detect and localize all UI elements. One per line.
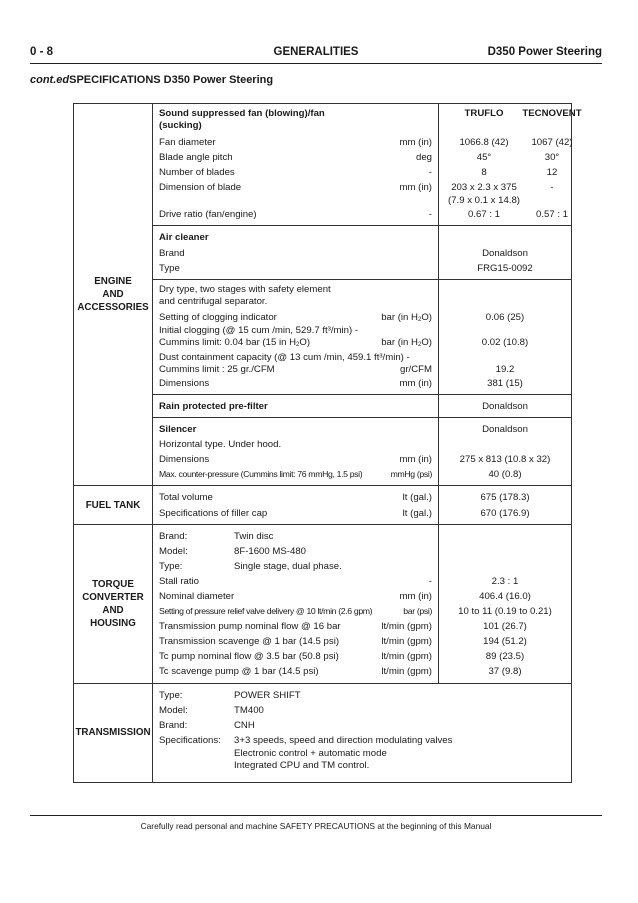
engine-label-1: ENGINE: [94, 276, 132, 288]
torque-row-6: [159, 649, 432, 664]
silencer-title: Silencer: [159, 424, 197, 436]
trans-info-1: [159, 688, 565, 703]
transmission-row: [74, 683, 572, 782]
unit-text: bar (in H: [381, 311, 418, 323]
value-truflo: 0.67 : 1: [467, 209, 500, 221]
initial-clog-2: [159, 337, 432, 349]
row-label: Max. counter-pressure (Cummins limit: 76 mmHg, 1.5 psi): [159, 469, 363, 480]
fan-title: Sound suppressed fan (blowing)/fan: [159, 108, 325, 119]
torque-info-1: [159, 529, 432, 544]
value-tecnovent: 30°: [544, 152, 560, 164]
col-tecnovent: TECNOVENT: [522, 108, 582, 119]
initial-clog-1: Initial clogging (@ 15 cum /min, 529.7 ft³/min) -: [159, 324, 359, 336]
spacer: [443, 437, 567, 452]
initial-text: Cummins limit: 0.04 bar (15 in H: [159, 336, 297, 348]
fan-val-2: [443, 150, 567, 165]
trans-info-3: [159, 718, 565, 733]
silencer-dim-value: 275 x 813 (10.8 x 32): [459, 454, 551, 466]
torque-row: [74, 524, 572, 683]
spec-extra: Electronic control + automatic mode: [234, 747, 387, 759]
value-truflo: 1066.8 (42): [459, 137, 509, 148]
row-label: Transmission scavenge @ 1 bar (14.5 psi): [159, 636, 340, 648]
info-key: Model:: [159, 545, 188, 557]
subtitle-prefix: cont.ed: [30, 74, 70, 86]
subtitle: [30, 74, 273, 86]
silencer-description: [153, 418, 439, 486]
row-unit: lt/min (gpm): [381, 651, 432, 663]
dust-1: Dust containment capacity (@ 13 cum /min, 459.1 ft³/min) -: [159, 351, 410, 363]
fan-row-4b: [159, 195, 432, 207]
rain-filter-title: Rain protected pre-filter: [159, 400, 268, 412]
clog-value: 0.06 (25): [485, 311, 525, 323]
torque-row-3: [159, 604, 432, 619]
spacer: [443, 352, 567, 364]
info-key: Specifications:: [159, 734, 221, 746]
spacer: [443, 325, 567, 337]
footer-rule: [30, 815, 602, 816]
silencer-desc: Horizontal type. Under hood.: [159, 439, 282, 451]
trans-spec-2: [159, 748, 565, 760]
dust-value: 19.2: [495, 363, 515, 375]
engine-label-3: ACCESSORIES: [77, 302, 149, 314]
row-label: Dimensions: [159, 377, 210, 389]
torque-row-5: [159, 634, 432, 649]
value-tecnovent: 12: [546, 167, 558, 179]
row-label: Tc scavenge pump @ 1 bar (14.5 psi): [159, 666, 319, 678]
row-label: Specifications of filler cap: [159, 507, 268, 519]
torque-info-3: [159, 559, 432, 574]
info-val: POWER SHIFT: [234, 689, 301, 701]
footer-note: Carefully read personal and machine SAFETY PRECAUTIONS at the beginning of this Manual: [140, 821, 492, 831]
row-unit: mm (in): [399, 182, 432, 194]
torque-value-3: 10 to 11 (0.19 to 0.21): [458, 606, 552, 618]
row-label: Dimension of blade: [159, 182, 242, 194]
info-key: Type:: [159, 689, 183, 701]
info-val: Single stage, dual phase.: [234, 560, 342, 572]
fan-val-3: [443, 165, 567, 180]
value-truflo-in: (7.9 x 0.1 x 14.8): [448, 195, 520, 207]
torque-label-1: TORQUE: [92, 578, 134, 590]
torque-value-5: 194 (51.2): [483, 636, 527, 648]
fuel-tank-label: FUEL TANK: [74, 486, 153, 524]
row-unit: -: [428, 575, 432, 587]
rain-filter-value: Donaldson: [482, 400, 528, 412]
fan-row-4: [159, 180, 432, 195]
trans-info-4: [159, 733, 565, 748]
row-unit: lt/min (gpm): [381, 666, 432, 678]
row-unit: lt (gal.): [402, 492, 432, 504]
row-unit: mmHg (psi): [390, 469, 432, 480]
fuel-tank-values: [439, 486, 572, 524]
row-unit: mm (in): [399, 137, 432, 148]
info-val: CNH: [234, 719, 255, 731]
torque-section-label: [74, 524, 153, 683]
info-key: Brand:: [159, 530, 188, 542]
header-rule: [30, 63, 602, 64]
fuel-value-1: 675 (178.3): [480, 492, 530, 504]
row-unit: [381, 337, 432, 351]
torque-label-4: HOUSING: [90, 617, 136, 629]
air-details-description: [153, 279, 439, 394]
torque-value-2: 406.4 (16.0): [479, 590, 531, 602]
fuel-row-1: [159, 490, 432, 505]
info-val: Twin disc: [234, 530, 274, 542]
row-label: Fan diameter: [159, 137, 216, 148]
silencer-back-value: 40 (0.8): [488, 469, 522, 481]
fuel-tank-description: [153, 486, 439, 524]
fan-values: [439, 104, 582, 226]
torque-values: [439, 524, 572, 683]
row-label: Total volume: [159, 492, 213, 504]
info-val: 8F-1600 MS-480: [234, 545, 306, 557]
row-unit: bar (psi): [403, 606, 432, 617]
air-details-values: [439, 279, 572, 394]
fuel-tank-row: [74, 486, 572, 524]
row-unit: mm (in): [399, 377, 432, 389]
air-cleaner-description: [153, 226, 439, 279]
fuel-row-2: [159, 506, 432, 521]
spacer: [443, 296, 567, 308]
silencer-back-row: [159, 467, 432, 482]
info-key: Type:: [159, 560, 183, 572]
fan-val-5: [443, 207, 567, 222]
unit-text: bar (in H: [381, 336, 418, 348]
info-val: TM400: [234, 704, 264, 716]
product-title: D350 Power Steering: [487, 46, 602, 58]
torque-info-2: [159, 544, 432, 559]
torque-value-6: 89 (23.5): [485, 651, 525, 663]
torque-row-1: [159, 574, 432, 589]
row-label: Drive ratio (fan/engine): [159, 209, 257, 221]
engine-label-2: AND: [102, 289, 124, 301]
fan-val-1: [443, 135, 573, 150]
rain-filter-description: [153, 394, 439, 417]
air-type-value: FRG15-0092: [477, 262, 533, 274]
row-unit: lt (gal.): [402, 507, 432, 519]
engine-section-label: [74, 104, 153, 486]
silencer-dim-row: [159, 452, 432, 467]
value-tecnovent: -: [550, 182, 554, 194]
clogging-row: [159, 310, 432, 325]
col-truflo: TRUFLO: [464, 108, 504, 119]
info-key: Brand:: [159, 719, 188, 731]
page-number: 0 - 8: [30, 46, 54, 58]
fan-row-3: [159, 165, 432, 180]
row-unit: mm (in): [399, 454, 432, 466]
air-desc-2: and centrifugal separator.: [159, 295, 268, 307]
fan-columns: [443, 108, 582, 120]
spacer: [443, 559, 567, 574]
row-unit: lt/min (gpm): [381, 636, 432, 648]
fan-val-4b: [443, 195, 567, 207]
fan-row: [74, 104, 572, 226]
row-label: Setting of pressure relief valve delivery @ 10 lt/min (2.6 gpm): [159, 606, 373, 617]
torque-label-3: AND: [102, 604, 124, 616]
spec-table: [73, 103, 582, 783]
spacer: [443, 284, 567, 296]
row-label: Nominal diameter: [159, 590, 235, 602]
row-label: Number of blades: [159, 167, 235, 179]
fan-row-2: [159, 150, 432, 165]
initial-value: 0.02 (10.8): [481, 336, 529, 348]
unit-sub: 2: [417, 316, 422, 323]
initial-sub: 2: [296, 341, 300, 348]
fuel-value-2: 670 (176.9): [480, 507, 530, 519]
row-label: Dimensions: [159, 454, 210, 466]
air-cleaner-values: [439, 226, 572, 279]
row-unit: deg: [415, 152, 432, 164]
transmission-label: TRANSMISSION: [74, 683, 153, 782]
dust-text: Cummins limit : 25 gr./CFM: [159, 363, 275, 375]
fan-row-1: [159, 135, 432, 150]
torque-value-4: 101 (26.7): [483, 621, 527, 633]
section-title: GENERALITIES: [273, 46, 359, 58]
transmission-description: [153, 683, 572, 782]
row-label: Tc pump nominal flow @ 3.5 bar (50.8 psi): [159, 651, 339, 663]
spacer: [443, 529, 567, 544]
row-label: Setting of clogging indicator: [159, 311, 277, 323]
trans-spec-3: [159, 760, 565, 772]
torque-row-2: [159, 589, 432, 604]
spec-extra: Integrated CPU and TM control.: [234, 759, 370, 771]
fan-row-5: [159, 207, 432, 222]
torque-label-2: CONVERTER: [82, 591, 144, 603]
row-label: Stall ratio: [159, 575, 199, 587]
value-tecnovent: 1067 (42): [531, 137, 573, 148]
value-truflo: 203 x 2.3 x 375: [451, 182, 517, 194]
torque-row-4: [159, 619, 432, 634]
spacer: [443, 544, 567, 559]
torque-description: [153, 524, 439, 683]
row-unit: -: [428, 167, 432, 179]
torque-value-1: 2.3 : 1: [491, 575, 519, 587]
spacer: [443, 120, 567, 132]
info-val: 3+3 speeds, speed and direction modulating valves: [234, 734, 453, 746]
fan-val-4: [443, 180, 567, 195]
unit-end: O): [421, 336, 432, 348]
row-unit: -: [428, 209, 432, 221]
page-header: [30, 46, 602, 62]
torque-value-7: 37 (9.8): [488, 666, 522, 678]
air-brand-label: Brand: [159, 247, 185, 259]
air-dimensions-row: [159, 376, 432, 391]
unit-sub: 2: [417, 341, 422, 348]
value-truflo: 45°: [476, 152, 492, 164]
fan-title-2: (sucking): [159, 120, 202, 131]
subtitle-text: SPECIFICATIONS D350 Power Steering: [69, 74, 274, 86]
value-tecnovent: 0.57 : 1: [535, 209, 568, 221]
row-unit: mm (in): [399, 590, 432, 602]
unit-end: O): [421, 311, 432, 323]
dust-2: [159, 364, 432, 376]
air-cleaner-title: Air cleaner: [159, 232, 209, 244]
value-truflo: 8: [481, 167, 487, 179]
row-unit: lt/min (gpm): [381, 621, 432, 633]
fan-description: [153, 104, 439, 226]
air-type-label: Type: [159, 262, 180, 274]
initial-end: O): [299, 336, 311, 348]
air-brand-value: Donaldson: [482, 247, 528, 259]
silencer-brand: Donaldson: [482, 424, 528, 436]
trans-info-2: [159, 703, 565, 718]
row-unit: gr/CFM: [400, 363, 432, 375]
row-label: Transmission pump nominal flow @ 16 bar: [159, 621, 341, 633]
silencer-values: [439, 418, 572, 486]
rain-filter-values: [439, 394, 572, 417]
row-label: Blade angle pitch: [159, 152, 233, 164]
torque-row-7: [159, 664, 432, 679]
air-dim-value: 381 (15): [487, 377, 523, 389]
air-desc-1: Dry type, two stages with safety element: [159, 283, 331, 295]
spacer: [443, 230, 567, 245]
info-key: Model:: [159, 704, 188, 716]
